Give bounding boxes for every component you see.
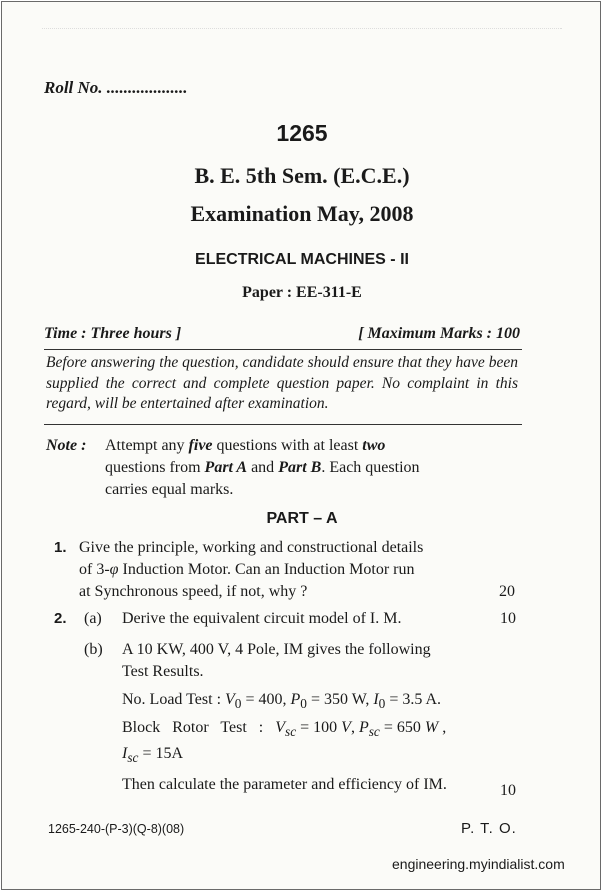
question-number: 1. xyxy=(54,539,67,556)
subject-title: ELECTRICAL MACHINES - II xyxy=(195,251,409,268)
question-line: at Synchronous speed, if not, why ? xyxy=(79,583,308,600)
time-label: Time : Three hours ] xyxy=(44,325,182,342)
divider-bottom xyxy=(44,424,522,425)
question-marks: 20 xyxy=(499,583,515,600)
paper-number: Paper : EE-311-E xyxy=(242,284,362,301)
time-marks-row xyxy=(44,325,520,343)
pto-label: P. T. O. xyxy=(461,820,517,837)
roll-number: Roll No. ................... xyxy=(44,78,188,97)
course-title: B. E. 5th Sem. (E.C.E.) xyxy=(194,163,410,188)
question-marks: 10 xyxy=(500,782,516,799)
sub-label-b: (b) xyxy=(84,641,103,658)
note-line: Attempt any five questions with at least two xyxy=(105,437,386,454)
footer-code: 1265-240-(P-3)(Q-8)(08) xyxy=(48,822,185,836)
max-marks-label: [ Maximum Marks : 100 xyxy=(358,325,520,342)
exam-page xyxy=(1,1,601,890)
divider-top xyxy=(44,349,522,350)
question-marks: 10 xyxy=(500,610,516,627)
question-line: $I_{sc} = 15A$ xyxy=(122,745,184,766)
question-line: Give the principle, working and constructional details xyxy=(79,539,424,556)
question-line: No. Load Test : $V_0 = 400$, $P_0 = 350$ W, $I_0 = 3.5$ A. xyxy=(122,691,442,712)
sub-question-a: Derive the equivalent circuit model of I. M. xyxy=(122,610,402,627)
instructions: Before answering the question, candidate should ensure that they have been supplied the correct and complete question paper. No complaint in this regard, will be entertained after examination. xyxy=(46,354,518,412)
question-line: Then calculate the parameter and efficiency of IM. xyxy=(122,775,447,793)
question-line: Test Results. xyxy=(122,663,204,680)
question-line: Block Rotor Test : $V_{sc} = 100$ V, $P_{sc} = 650$ W , xyxy=(122,719,447,740)
note-line: carries equal marks. xyxy=(105,481,234,498)
show-through xyxy=(42,28,562,43)
watermark-url: engineering.myindialist.com xyxy=(392,856,565,872)
question-number: 2. xyxy=(54,610,67,627)
note-label: Note : xyxy=(46,437,87,454)
part-a-heading: PART – A xyxy=(266,510,338,527)
note-line: questions from Part A and Part B. Each question xyxy=(105,459,420,476)
question-line: A 10 KW, 400 V, 4 Pole, IM gives the following xyxy=(122,641,431,658)
paper-code: 1265 xyxy=(276,120,328,146)
exam-title: Examination May, 2008 xyxy=(190,201,414,226)
question-line: of 3-φ Induction Motor. Can an Induction Motor run xyxy=(79,561,415,578)
sub-question-b xyxy=(122,639,522,796)
sub-label-a: (a) xyxy=(84,610,102,627)
